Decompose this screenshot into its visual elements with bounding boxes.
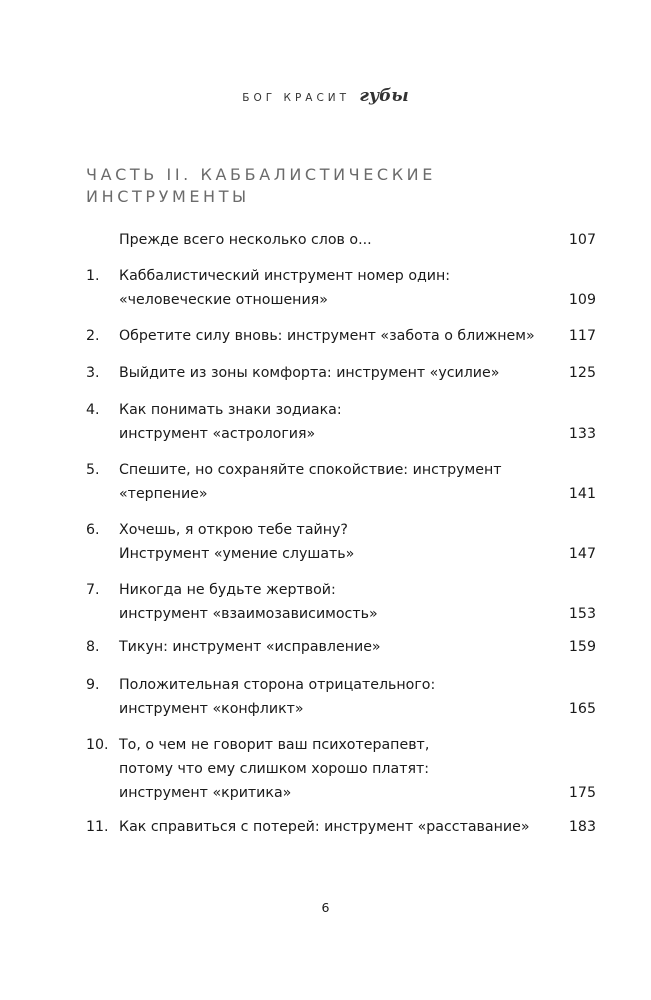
toc-entry-title: [119, 673, 559, 721]
toc-entry-title-line: Положительная сторона отрицательного:: [119, 677, 436, 693]
running-head: [0, 86, 651, 106]
part-title: [86, 164, 566, 208]
toc-entry-page: 117: [568, 328, 596, 344]
toc-entry: [86, 733, 596, 805]
toc-entry-number: 6.: [86, 522, 100, 538]
toc-entry: [86, 228, 596, 252]
toc-entry-title: [119, 264, 559, 312]
toc-entry: [86, 324, 596, 348]
toc-entry-title-line: Каббалистический инструмент номер один:: [119, 268, 451, 284]
toc-entry-page: 109: [568, 292, 596, 308]
toc-entry-number: 8.: [86, 639, 100, 655]
toc-entry-page: 159: [568, 639, 596, 655]
toc-entry-title-line: Прежде всего несколько слов о...: [119, 232, 372, 248]
toc-entry-number: 5.: [86, 462, 100, 478]
toc-entry-title: [119, 361, 559, 385]
toc-entry: [86, 361, 596, 385]
toc-entry-title-line: потому что ему слишком хорошо платят:: [119, 761, 430, 777]
toc-entry-number: 7.: [86, 582, 100, 598]
toc-entry-number: 2.: [86, 328, 100, 344]
toc-entry-page: 153: [568, 606, 596, 622]
toc-entry-title: [119, 635, 559, 659]
toc-entry: [86, 578, 596, 626]
toc-entry-page: 147: [568, 546, 596, 562]
running-head-caps: БОГ КРАСИТ: [242, 92, 351, 104]
toc-entry-title-line: Спешите, но сохраняйте спокойствие: инструмент: [119, 462, 502, 478]
toc-entry-title-line: Как справиться с потерей: инструмент «расставание»: [119, 819, 530, 835]
toc-entry-title: [119, 228, 559, 252]
toc-entry-page: 165: [568, 701, 596, 717]
toc-entry: [86, 518, 596, 566]
toc-entry-title: [119, 518, 559, 566]
toc-entry-title-line: Обретите силу вновь: инструмент «забота о ближнем»: [119, 328, 535, 344]
toc-entry-title-line: инструмент «взаимозависимость»: [119, 606, 378, 622]
toc-entry-title-line: Выйдите из зоны комфорта: инструмент «усилие»: [119, 365, 500, 381]
toc-entry-page: 183: [568, 819, 596, 835]
toc-entry-page: 175: [568, 785, 596, 801]
page-number: 6: [321, 900, 330, 915]
toc-entry-number: 3.: [86, 365, 100, 381]
toc-entry-number: 4.: [86, 402, 100, 418]
toc-entry-title-line: Никогда не будьте жертвой:: [119, 582, 336, 598]
running-head-italic: губы: [359, 86, 409, 106]
toc-entry-title-line: Как понимать знаки зодиака:: [119, 402, 342, 418]
toc-entry-number: 9.: [86, 677, 100, 693]
toc-entry-title-line: Инструмент «умение слушать»: [119, 546, 355, 562]
toc-entry-page: 133: [568, 426, 596, 442]
toc-entry-page: 125: [568, 365, 596, 381]
toc-entry: [86, 815, 596, 839]
toc-entry-title-line: Тикун: инструмент «исправление»: [119, 639, 381, 655]
toc-entry-title-line: инструмент «астрология»: [119, 426, 316, 442]
toc-entry-title: [119, 815, 559, 839]
toc-entry-number: 11.: [86, 819, 109, 835]
toc-entry-title-line: То, о чем не говорит ваш психотерапевт,: [119, 737, 430, 753]
toc-entry-title-line: Хочешь, я открою тебе тайну?: [119, 522, 348, 538]
toc-entry-title-line: «человеческие отношения»: [119, 292, 328, 308]
toc-entry-title: [119, 733, 559, 805]
toc-entry-title: [119, 458, 559, 506]
toc-entry-title: [119, 398, 559, 446]
part-title-line-2: ИНСТРУМЕНТЫ: [86, 187, 250, 206]
toc-entry: [86, 673, 596, 721]
toc-entry-page: 107: [568, 232, 596, 248]
toc-entry-number: 1.: [86, 268, 100, 284]
toc-entry-title-line: инструмент «конфликт»: [119, 701, 304, 717]
toc-entry-title: [119, 578, 559, 626]
toc-entry: [86, 635, 596, 659]
toc-entry-title: [119, 324, 559, 348]
part-title-line-1: ЧАСТЬ II. КАББАЛИСТИЧЕСКИЕ: [86, 165, 436, 184]
toc-entry-title-line: «терпение»: [119, 486, 208, 502]
toc-entry: [86, 398, 596, 446]
toc-entry-number: 10.: [86, 737, 109, 753]
toc-entry: [86, 458, 596, 506]
toc-entry-page: 141: [568, 486, 596, 502]
toc-entry-title-line: инструмент «критика»: [119, 785, 292, 801]
toc-entry: [86, 264, 596, 312]
